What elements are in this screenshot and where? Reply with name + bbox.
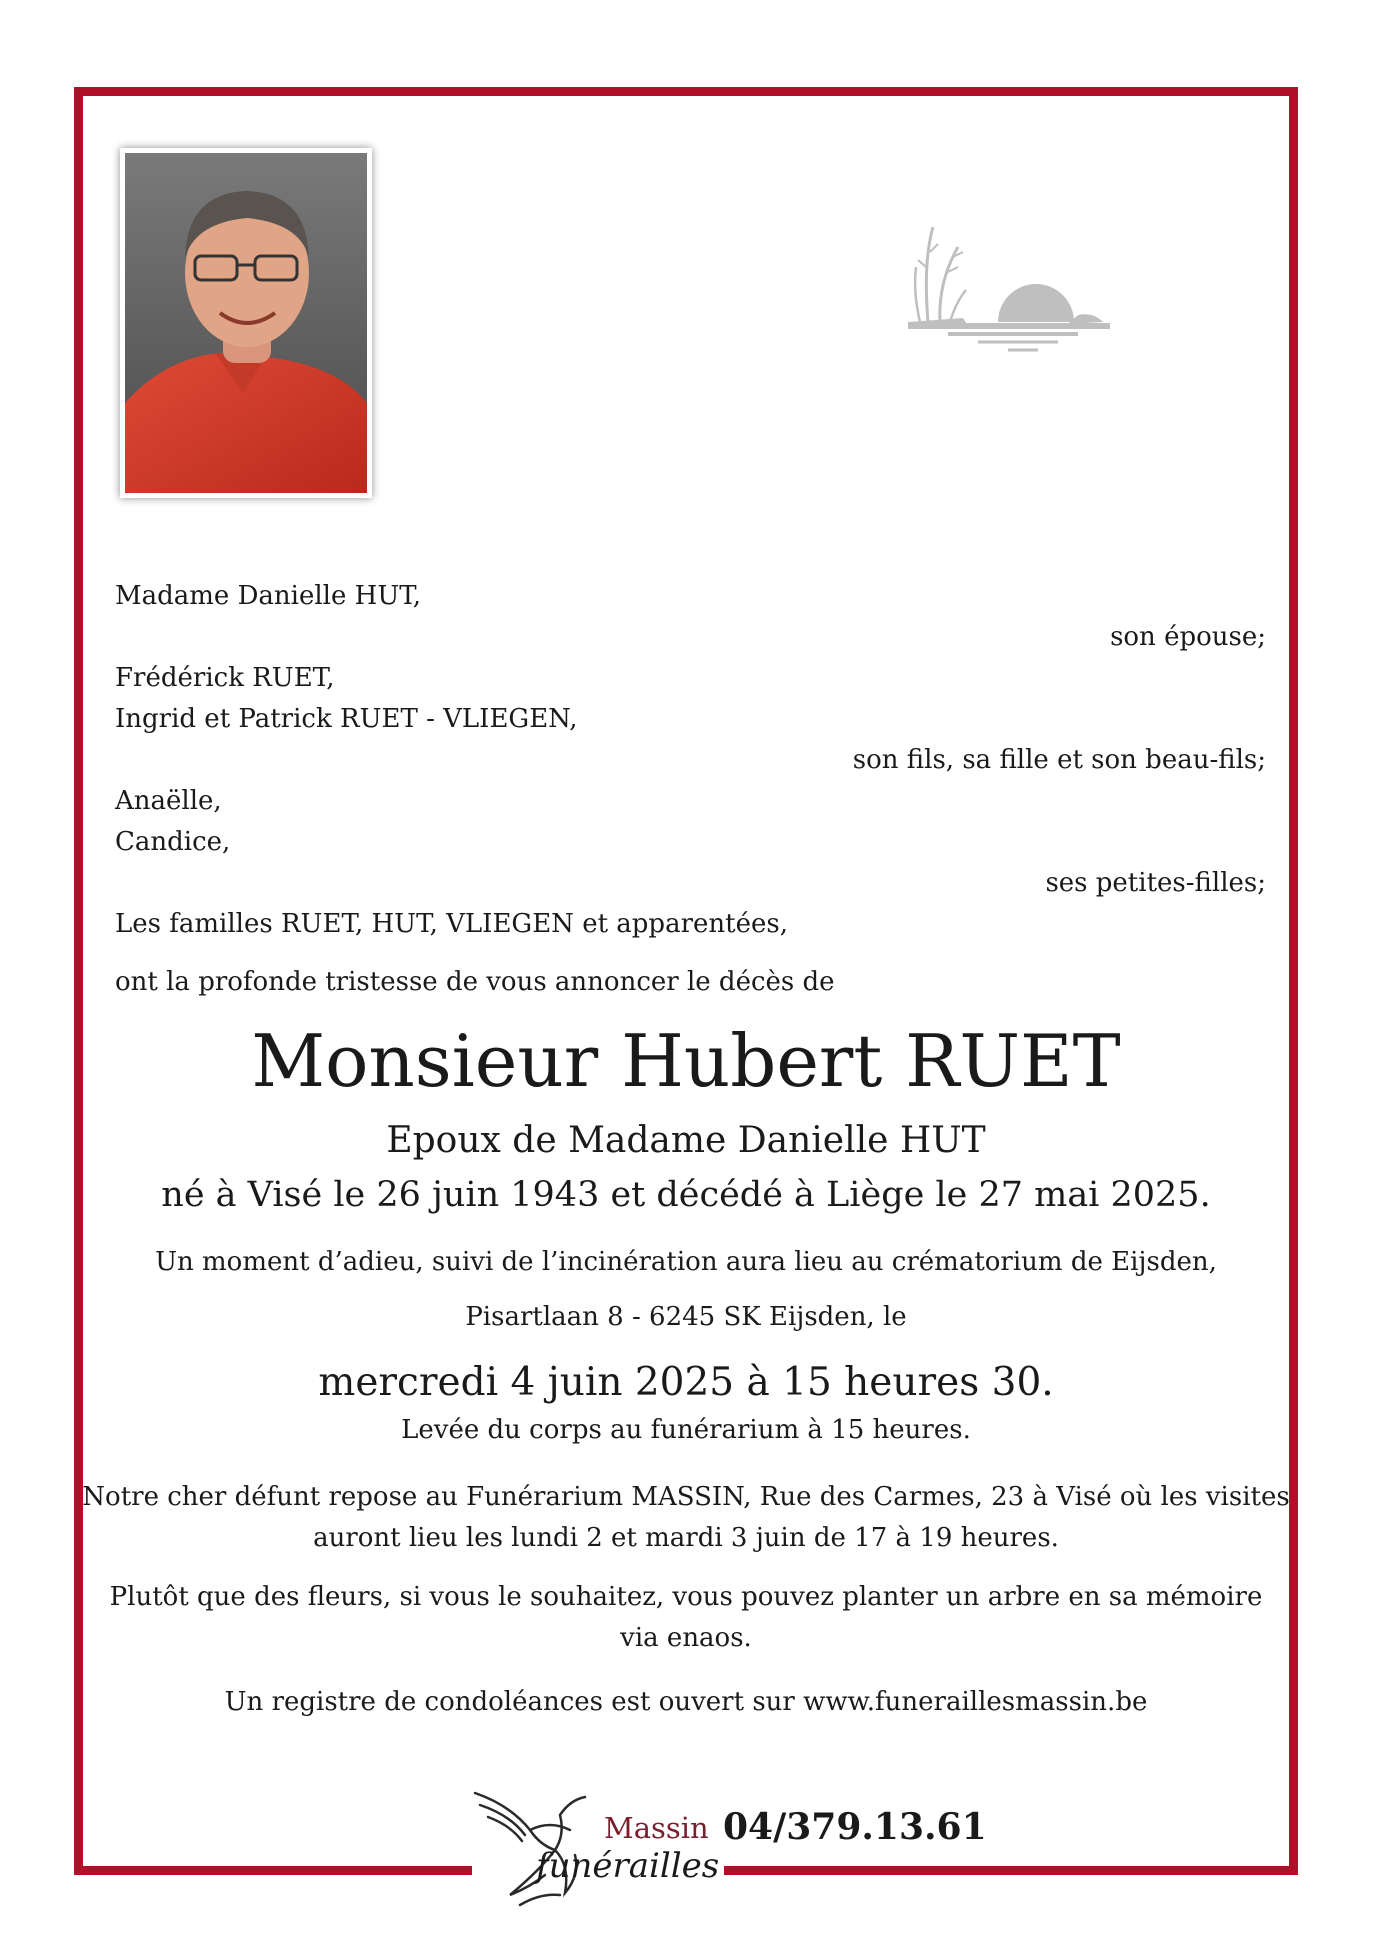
family-spouse-name: Madame Danielle HUT, [115,581,422,611]
visits-line-1: Notre cher défunt repose au Funérarium MASSIN, Rue des Carmes, 23 à Visé où les visites [82,1482,1290,1512]
condolence-registry: Un registre de condoléances est ouvert sur www.funeraillesmassin.be [224,1687,1148,1717]
family-grandchildren-relation: ses petites-filles; [1045,868,1266,898]
family-grandchild-name-2: Candice, [115,827,231,857]
deceased-name: Monsieur Hubert RUET [251,1019,1121,1103]
visits-line-2: auront lieu les lundi 2 et mardi 3 juin de 17 à 19 heures. [313,1523,1059,1553]
brand-massin: Massin [604,1811,709,1845]
flowers-line-1: Plutôt que des fleurs, si vous le souhaitez, vous pouvez planter un arbre en sa mémoire [109,1582,1263,1612]
deceased-dates: né à Visé le 26 juin 1943 et décédé à Liège le 27 mai 2025. [161,1175,1211,1215]
family-children-relation: son fils, sa fille et son beau-fils; [852,745,1266,775]
announcement-line: ont la profonde tristesse de vous annoncer le décès de [115,967,835,997]
flowers-paragraph [74,1577,1298,1659]
ceremony-line: Un moment d’adieu, suivi de l’incinération aura lieu au crématorium de Eijsden, [155,1247,1217,1277]
ceremony-levee: Levée du corps au funérarium à 15 heures. [401,1415,971,1445]
family-extended: Les familles RUET, HUT, VLIEGEN et apparentées, [115,909,788,939]
family-grandchild-name-1: Anaëlle, [115,786,222,816]
ceremony-datetime: mercredi 4 juin 2025 à 15 heures 30. [318,1360,1054,1405]
ceremony-address: Pisartlaan 8 - 6245 SK Eijsden, le [465,1302,907,1332]
family-child-name-1: Frédérick RUET, [115,663,335,693]
family-spouse-relation: son épouse; [1110,622,1266,652]
family-child-name-2: Ingrid et Patrick RUET - VLIEGEN, [115,704,578,734]
sunset-reeds-icon [908,222,1110,377]
brand-funerailles: funérailles [536,1846,720,1886]
phone-number: 04/379.13.61 [723,1806,987,1848]
flowers-line-2: via enaos. [620,1623,752,1653]
portrait-photo [120,148,372,498]
deceased-spouse-line: Epoux de Madame Danielle HUT [386,1120,986,1161]
visits-paragraph [74,1477,1298,1559]
